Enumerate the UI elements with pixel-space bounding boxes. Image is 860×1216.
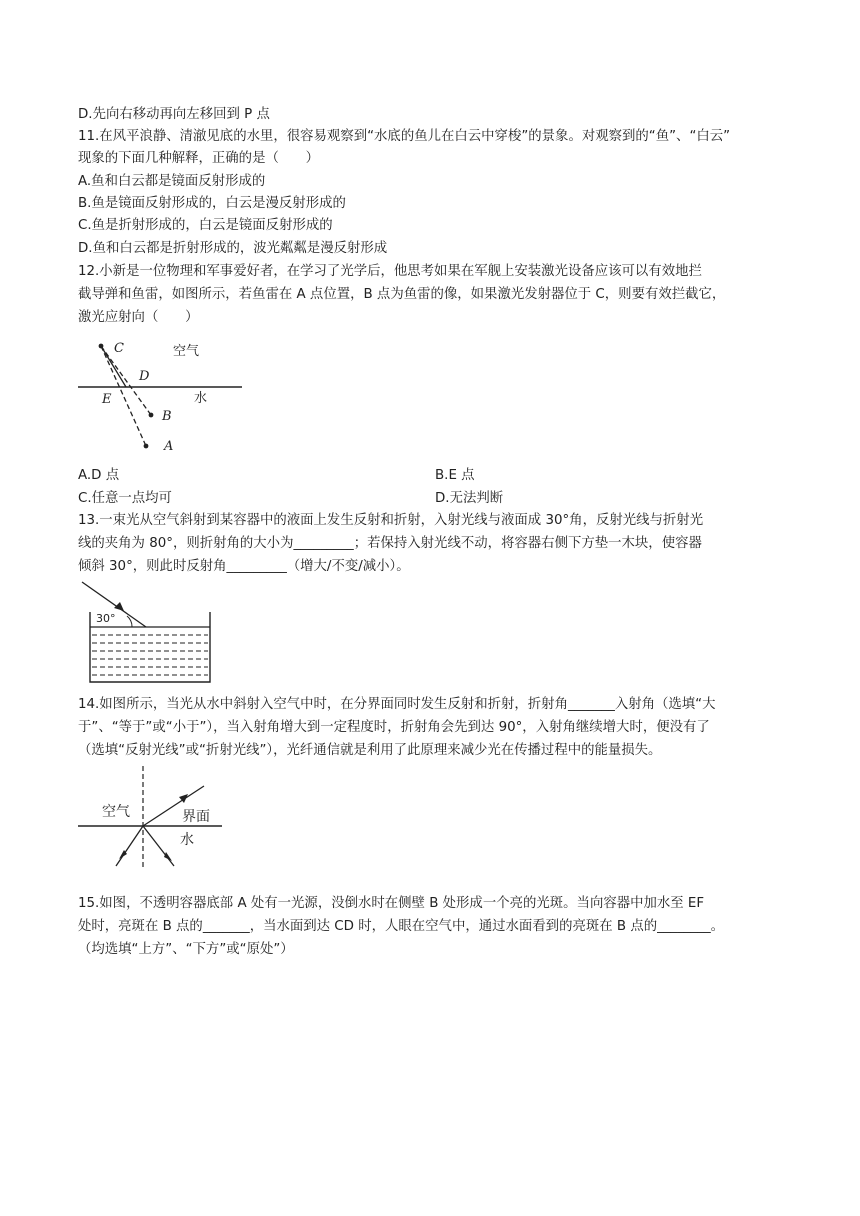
q14-label-water: 水 [180,832,194,848]
q12-point-c [99,344,104,349]
q12-label-water: 水 [194,391,208,406]
q12-stem-line3: 激光应射向（ ） [78,310,199,325]
q10-option-d: D.先向右移动再向左移回到 P 点 [78,107,270,122]
q11-option-b: B.鱼是镜面反射形成的，白云是漫反射形成的 [78,196,346,211]
q11-option-a: A.鱼和白云都是镜面反射形成的 [78,174,266,189]
q15-stem-line2: 处时，亮斑在 B 点的_______，当水面到达 CD 时，人眼在空气中，通过水面看到的亮斑在 B 点的________。 [78,919,725,934]
q14-stem-line3: （选填“反射光线”或“折射光线”），光纤通信就是利用了此原理来减少光在传播过程中的能量损失。 [78,743,662,758]
q14-stem-line1: 14.如图所示，当光从水中斜射入空气中时，在分界面同时发生反射和折射，折射角_______入射角（选填“大 [78,697,716,712]
q13-figure [80,580,215,685]
q11-stem-line2: 现象的下面几种解释，正确的是（ ） [78,151,320,166]
q12-option-d: D.无法判断 [435,491,504,506]
q13-liquid-hatching [92,635,208,675]
q13-angle-label: 30° [96,612,116,625]
q12-option-c: C.任意一点均可 [78,491,172,506]
q11-option-c: C.鱼是折射形成的，白云是镜面反射形成的 [78,218,333,233]
q12-label-d: D [139,369,150,384]
q12-figure [76,336,246,458]
q14-figure [76,764,226,874]
q12-point-a [144,444,149,449]
q13-angle-arc [127,616,132,627]
q13-stem-line1: 13.一束光从空气斜射到某容器中的液面上发生反射和折射，入射光线与液面成 30°角，反射光线与折射光 [78,513,704,528]
q12-label-a: A [164,439,174,454]
q12-stem-line1: 12.小新是一位物理和军事爱好者，在学习了光学后，他思考如果在军舰上安装激光设备应该可以有效地拦 [78,264,702,279]
q11-stem-line1: 11.在风平浪静、清澈见底的水里，很容易观察到“水底的鱼儿在白云中穿梭”的景象。对观察到的“鱼”、“白云” [78,129,731,144]
q14-label-air: 空气 [102,804,130,820]
q12-option-b: B.E 点 [435,468,475,483]
q12-option-a: A.D 点 [78,468,120,483]
q12-label-air: 空气 [173,344,200,359]
q12-stem-line2: 截导弹和鱼雷，如图所示，若鱼雷在 A 点位置，B 点为鱼雷的像，如果激光发射器位于 C，则要有效拦截它， [78,287,726,302]
q15-stem-line1: 15.如图，不透明容器底部 A 处有一光源，没倒水时在侧壁 B 处形成一个亮的光斑。当向容器中加水至 EF [78,896,705,911]
q13-ray-arrow [114,602,124,611]
q15-stem-line3: （均选填“上方”、“下方”或“原处”） [78,942,294,957]
q12-point-b [149,413,154,418]
q14-reflected-ray [143,826,174,866]
q12-label-c: C [114,341,124,356]
q12-label-b: B [162,409,172,424]
q12-label-e: E [102,392,112,407]
q13-stem-line2: 线的夹角为 80°，则折射角的大小为_________；若保持入射光线不动，将容器右侧下方垫一木块，使容器 [78,536,702,551]
q14-stem-line2: 于”、“等于”或“小于”），当入射角增大到一定程度时，折射角会先到达 90°，入射角继续增大时，便没有了 [78,720,710,735]
q13-stem-line3: 倾斜 30°，则此时反射角_________（增大/不变/减小）。 [78,559,410,574]
q11-option-d: D.鱼和白云都是折射形成的，波光粼粼是漫反射形成 [78,241,388,256]
q14-label-interface: 界面 [182,809,210,825]
q14-reflected-arrow [164,852,172,861]
q14-incident-ray [116,826,143,866]
